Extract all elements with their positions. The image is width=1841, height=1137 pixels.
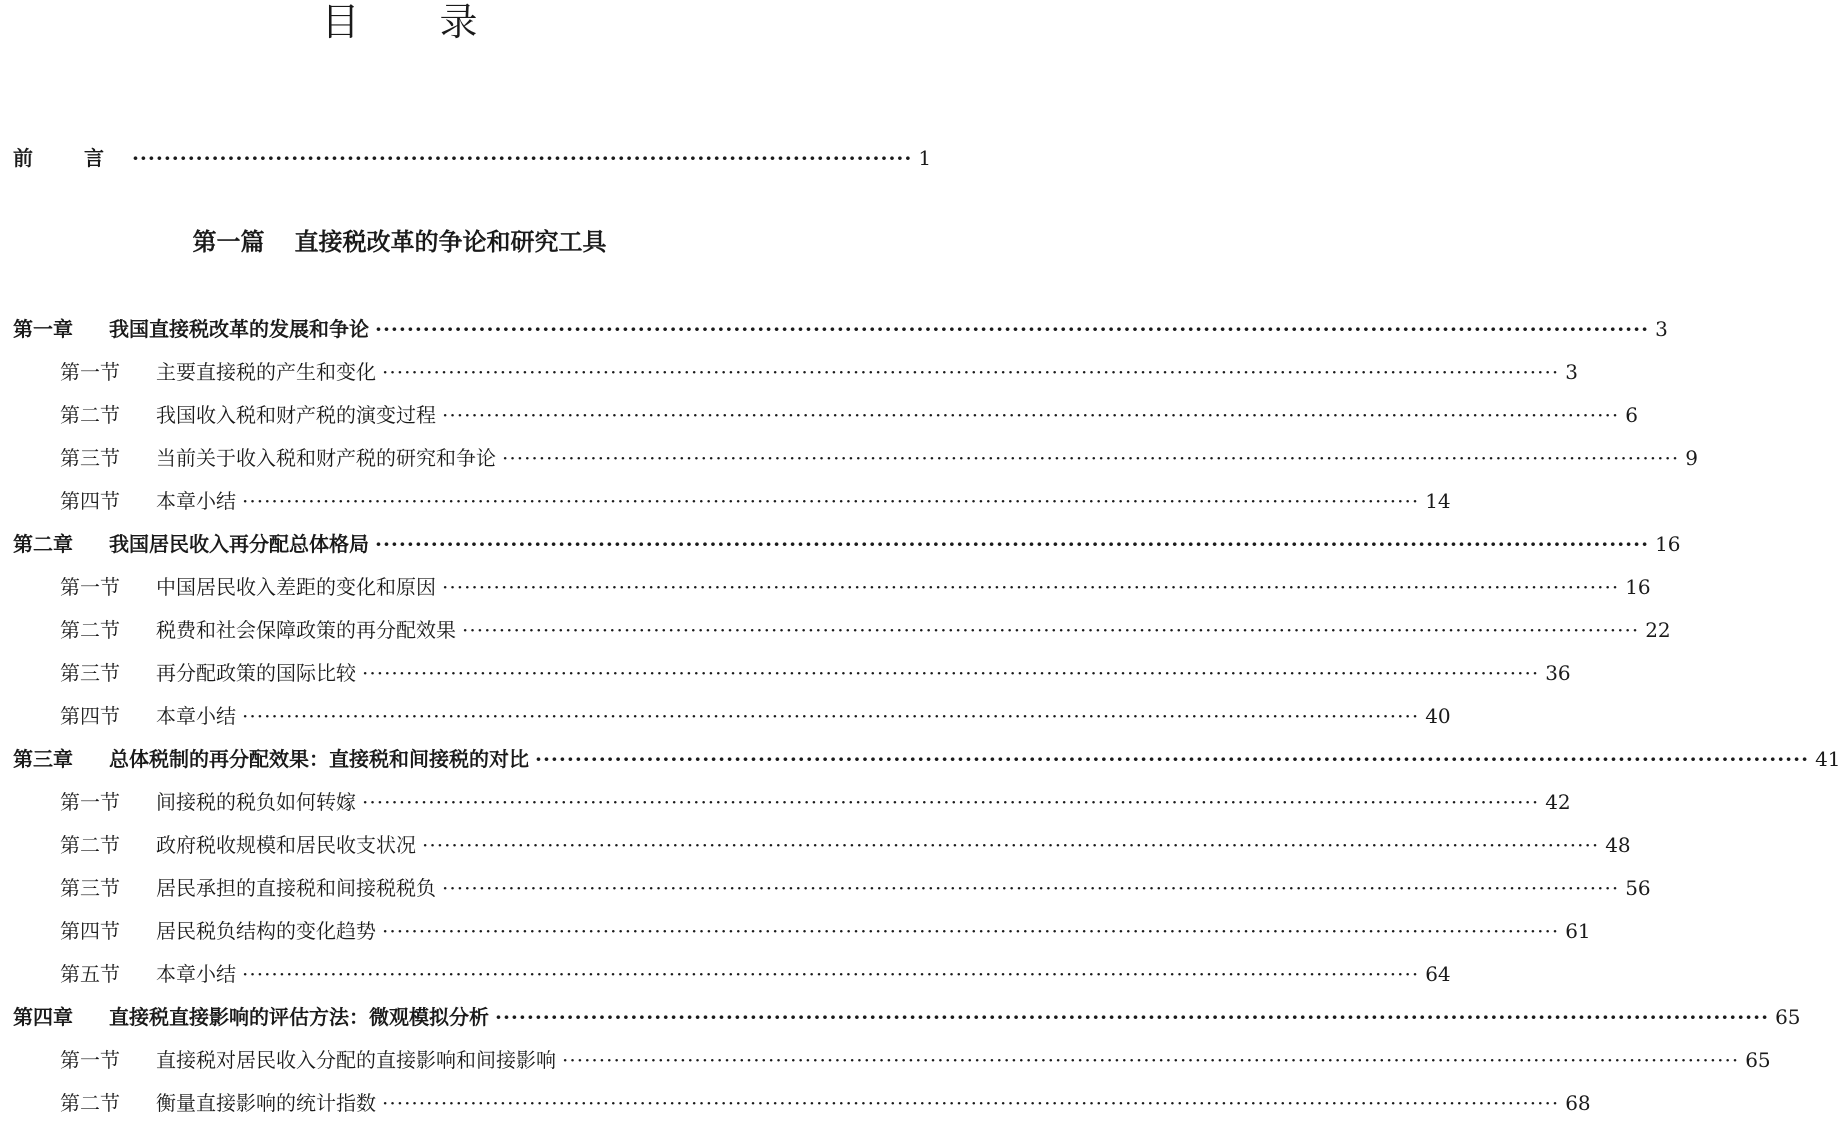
toc-entry-section[interactable] <box>0 659 1571 687</box>
leader-dots: ································································································································································ <box>382 1091 1560 1115</box>
toc-entry-page: 40 <box>1425 704 1451 728</box>
toc-entry-chapter[interactable] <box>0 1003 1801 1031</box>
part-heading <box>0 226 799 258</box>
leader-dots: ································································································································································ <box>242 489 1420 513</box>
section-number: 第三节 <box>60 446 120 470</box>
leader-dots: ································································································································································ <box>562 1048 1740 1072</box>
toc-entry-chapter[interactable] <box>0 745 1841 773</box>
toc-entry-page: 68 <box>1565 1091 1591 1115</box>
toc-entry-section[interactable] <box>0 1089 1591 1117</box>
toc-entry-label <box>60 444 496 472</box>
chapter-title: 我国居民收入再分配总体格局 <box>109 532 369 556</box>
toc-entry-preface[interactable] <box>0 144 932 172</box>
section-title: 衡量直接影响的统计指数 <box>156 1091 376 1115</box>
toc-entry-page: 1 <box>918 146 932 170</box>
toc-entry-section[interactable] <box>0 874 1651 902</box>
leader-dots: ································································································································································ <box>442 876 1620 900</box>
toc-entry-label <box>60 788 356 816</box>
toc-entry-label <box>60 358 376 386</box>
section-title: 居民税负结构的变化趋势 <box>156 919 376 943</box>
chapter-number: 第四章 <box>13 1005 73 1029</box>
section-number: 第一节 <box>60 360 120 384</box>
section-title: 直接税对居民收入分配的直接影响和间接影响 <box>156 1048 556 1072</box>
toc-entry-label <box>60 874 436 902</box>
toc-entry-page: 16 <box>1655 532 1681 556</box>
toc-entry-label <box>60 401 436 429</box>
toc-entry-page: 48 <box>1605 833 1631 857</box>
toc-entry-label <box>60 487 236 515</box>
toc-entry-page: 56 <box>1625 876 1651 900</box>
toc-entry-section[interactable] <box>0 788 1571 816</box>
section-title: 我国收入税和财产税的演变过程 <box>156 403 436 427</box>
section-number: 第二节 <box>60 618 120 642</box>
toc-entry-page: 42 <box>1545 790 1571 814</box>
leader-dots: ································································································································································ <box>495 1005 1770 1029</box>
chapter-title: 直接税直接影响的评估方法：微观模拟分析 <box>109 1005 489 1029</box>
section-title: 主要直接税的产生和变化 <box>156 360 376 384</box>
toc-entry-section[interactable] <box>0 358 1578 386</box>
section-title: 本章小结 <box>156 489 236 513</box>
leader-dots: ································································································································································ <box>422 833 1600 857</box>
toc-entry-page: 14 <box>1425 489 1451 513</box>
chapter-number: 第三章 <box>13 747 73 771</box>
section-title: 本章小结 <box>156 962 236 986</box>
section-number: 第四节 <box>60 489 120 513</box>
leader-dots: ································································································································································ <box>382 919 1560 943</box>
chapter-number: 第一章 <box>13 317 73 341</box>
section-number: 第五节 <box>60 962 120 986</box>
toc-entry-label <box>13 315 369 343</box>
leader-dots: ································································································································································ <box>535 747 1810 771</box>
section-title: 居民承担的直接税和间接税税负 <box>156 876 436 900</box>
toc-entry-section[interactable] <box>0 1046 1771 1074</box>
toc-entry-section[interactable] <box>0 702 1451 730</box>
section-number: 第二节 <box>60 403 120 427</box>
toc-entry-label <box>13 745 529 773</box>
toc-entry-section[interactable] <box>0 573 1651 601</box>
toc-entry-label <box>60 659 356 687</box>
toc-entry-page: 3 <box>1565 360 1578 384</box>
toc-entry-page: 22 <box>1645 618 1671 642</box>
toc-entry-page: 65 <box>1775 1005 1801 1029</box>
page-title: 目 录 <box>321 0 512 44</box>
leader-dots: ································································································································································ <box>462 618 1640 642</box>
toc-entry-page: 61 <box>1565 919 1591 943</box>
toc-entry-label <box>60 616 456 644</box>
toc-entry-page: 65 <box>1745 1048 1771 1072</box>
section-title: 再分配政策的国际比较 <box>156 661 356 685</box>
section-number: 第二节 <box>60 1091 120 1115</box>
section-number: 第三节 <box>60 661 120 685</box>
section-title: 本章小结 <box>156 704 236 728</box>
section-title: 间接税的税负如何转嫁 <box>156 790 356 814</box>
toc-entry-label <box>60 573 436 601</box>
leader-dots: ································································································································································ <box>375 532 1650 556</box>
part-title: 直接税改革的争论和研究工具 <box>294 227 607 256</box>
leader-dots: ································································································································································ <box>442 403 1620 427</box>
chapter-number: 第二章 <box>13 532 73 556</box>
toc-entry-section[interactable] <box>0 401 1638 429</box>
section-number: 第一节 <box>60 1048 120 1072</box>
toc-entry-page: 3 <box>1655 317 1668 341</box>
toc-entry-section[interactable] <box>0 960 1451 988</box>
toc-entry-section[interactable] <box>0 831 1631 859</box>
toc-entry-label <box>60 831 416 859</box>
leader-dots: ································································································································································ <box>375 317 1650 341</box>
section-number: 第三节 <box>60 876 120 900</box>
toc-entry-label: 前 言 <box>13 146 126 170</box>
section-number: 第二节 <box>60 833 120 857</box>
leader-dots: ·································································································· <box>131 146 913 170</box>
leader-dots: ································································································································································ <box>242 962 1420 986</box>
toc-entry-label <box>60 1089 376 1117</box>
leader-dots: ································································································································································ <box>382 360 1560 384</box>
toc-entry-page: 36 <box>1545 661 1571 685</box>
chapter-title: 总体税制的再分配效果：直接税和间接税的对比 <box>109 747 529 771</box>
toc-entry-chapter[interactable] <box>0 315 1668 343</box>
leader-dots: ································································································································································ <box>442 575 1620 599</box>
section-title: 政府税收规模和居民收支状况 <box>156 833 416 857</box>
leader-dots: ································································································································································ <box>362 661 1540 685</box>
toc-entry-label <box>13 530 369 558</box>
toc-entry-label <box>60 702 236 730</box>
part-number: 第一篇 <box>192 227 265 256</box>
section-number: 第一节 <box>60 790 120 814</box>
section-title: 税费和社会保障政策的再分配效果 <box>156 618 456 642</box>
section-title: 当前关于收入税和财产税的研究和争论 <box>156 446 496 470</box>
leader-dots: ································································································································································ <box>502 446 1680 470</box>
toc-entry-section[interactable] <box>0 616 1671 644</box>
leader-dots: ································································································································································ <box>242 704 1420 728</box>
section-number: 第四节 <box>60 704 120 728</box>
toc-entry-page: 41 <box>1815 747 1841 771</box>
toc-entry-page: 9 <box>1685 446 1698 470</box>
toc-entry-label <box>60 1046 556 1074</box>
leader-dots: ································································································································································ <box>362 790 1540 814</box>
toc-entry-page: 64 <box>1425 962 1451 986</box>
toc-entry-section[interactable] <box>0 917 1591 945</box>
toc-entry-chapter[interactable] <box>0 530 1681 558</box>
toc-entry-label <box>60 960 236 988</box>
section-title: 中国居民收入差距的变化和原因 <box>156 575 436 599</box>
toc-entry-label <box>13 1003 489 1031</box>
chapter-title: 我国直接税改革的发展和争论 <box>109 317 369 341</box>
toc-entry-section[interactable] <box>0 487 1451 515</box>
section-number: 第一节 <box>60 575 120 599</box>
toc-entry-section[interactable] <box>0 444 1698 472</box>
toc-entry-page: 16 <box>1625 575 1651 599</box>
toc-entry-page: 6 <box>1625 403 1638 427</box>
section-number: 第四节 <box>60 919 120 943</box>
toc-entry-label <box>60 917 376 945</box>
